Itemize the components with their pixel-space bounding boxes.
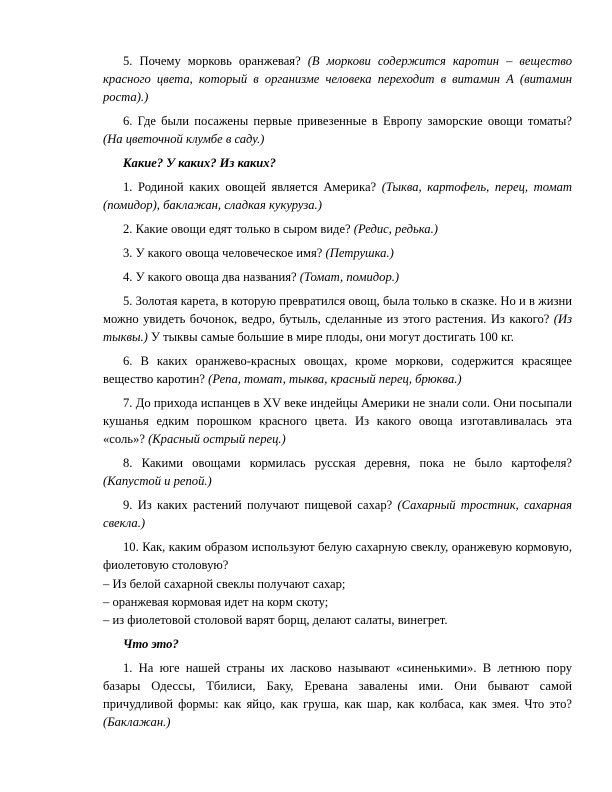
- question-item: [103, 394, 572, 448]
- question-item: [103, 454, 572, 490]
- question-text: 10. Как, каким образом используют белую сахарную свеклу, оранжевую кормовую, фиолетовую столовую?: [103, 540, 572, 572]
- question-text: 1. На юге нашей страны их ласково называют «синенькими». В летнюю пору базары Одессы, Тбилиси, Баку, Еревана завалены ими. Они бывают самой причудливой формы: как яйцо, как груша, как шар, как колбаса, как змея. Что это?: [103, 661, 572, 711]
- answer-text: (Красный острый перец.): [148, 432, 286, 446]
- answer-text: (На цветочной клумбе в саду.): [103, 132, 265, 146]
- answer-text: (Репа, томат, тыква, красный перец, брюква.): [208, 372, 462, 386]
- question-text: 7. До прихода испанцев в XV веке индейцы Америки не знали соли. Они посыпали кушанья едким порошком красного цвета. Из какого овоща изготавливалась эта «соль»?: [103, 396, 572, 446]
- question-item: [103, 352, 572, 388]
- question-text: 6. В каких оранжево-красных овощах, кроме моркови, содержится красящее вещество каротин?: [103, 354, 572, 386]
- question-text: 4. У какого овоща два названия?: [123, 270, 300, 284]
- answer-text: (Тыква, картофель, перец, томат (помидор), баклажан, сладкая кукуруза.): [103, 180, 572, 212]
- answer-text: (Редис, редька.): [353, 222, 438, 236]
- question-text: 6. Где были посажены первые привезенные в Европу заморские овощи томаты?: [123, 114, 572, 128]
- question-item: [103, 112, 572, 148]
- question-text: 1. Родиной каких овощей является Америка?: [123, 180, 382, 194]
- answer-line: – из фиолетовой столовой варят борщ, делают салаты, винегрет.: [103, 613, 448, 627]
- answer-text: (Петрушка.): [325, 246, 394, 260]
- answer-line: – Из белой сахарной свеклы получают сахар;: [103, 577, 346, 591]
- question-item: [103, 52, 572, 106]
- question-text: 5. Золотая карета, в которую превратился овощ, была только в сказке. Но и в жизни можно увидеть бочонок, ведро, бутыль, сделанные из этого растения. Из какого?: [103, 294, 572, 326]
- question-text: 9. Из каких растений получают пищевой сахар?: [123, 498, 398, 512]
- section-heading: Что это?: [123, 637, 179, 651]
- question-item: [103, 178, 572, 214]
- answer-note: У тыквы самые большие в мире плоды, они могут достигать 100 кг.: [147, 330, 514, 344]
- question-item: [103, 292, 572, 346]
- question-text: 5. Почему морковь оранжевая?: [123, 54, 308, 68]
- question-item: [103, 659, 572, 731]
- answer-text: (Капустой и репой.): [103, 474, 212, 488]
- question-item: [103, 496, 572, 532]
- section-heading: Какие? У каких? Из каких?: [123, 156, 276, 170]
- answer-text: (Сахарный тростник, сахарная свекла.): [103, 498, 572, 530]
- question-item: [103, 538, 572, 574]
- question-text: 2. Какие овощи едят только в сыром виде?: [123, 222, 354, 236]
- question-item: [103, 268, 572, 286]
- answer-text: (Томат, помидор.): [299, 270, 400, 284]
- answer-text: (Баклажан.): [103, 715, 171, 729]
- answer-text: (В моркови содержится каротин – вещество красного цвета, который в организме человека переходит в витамин А (витамин роста).): [103, 54, 573, 104]
- answer-line: – оранжевая кормовая идет на корм скоту;: [103, 595, 329, 609]
- question-item: [103, 220, 572, 238]
- question-item: [103, 244, 572, 262]
- answer-text: (Из тыквы.): [103, 312, 572, 344]
- question-text: 3. У какого овоща человеческое имя?: [123, 246, 326, 260]
- question-text: 8. Какими овощами кормилась русская деревня, пока не было картофеля?: [123, 456, 572, 470]
